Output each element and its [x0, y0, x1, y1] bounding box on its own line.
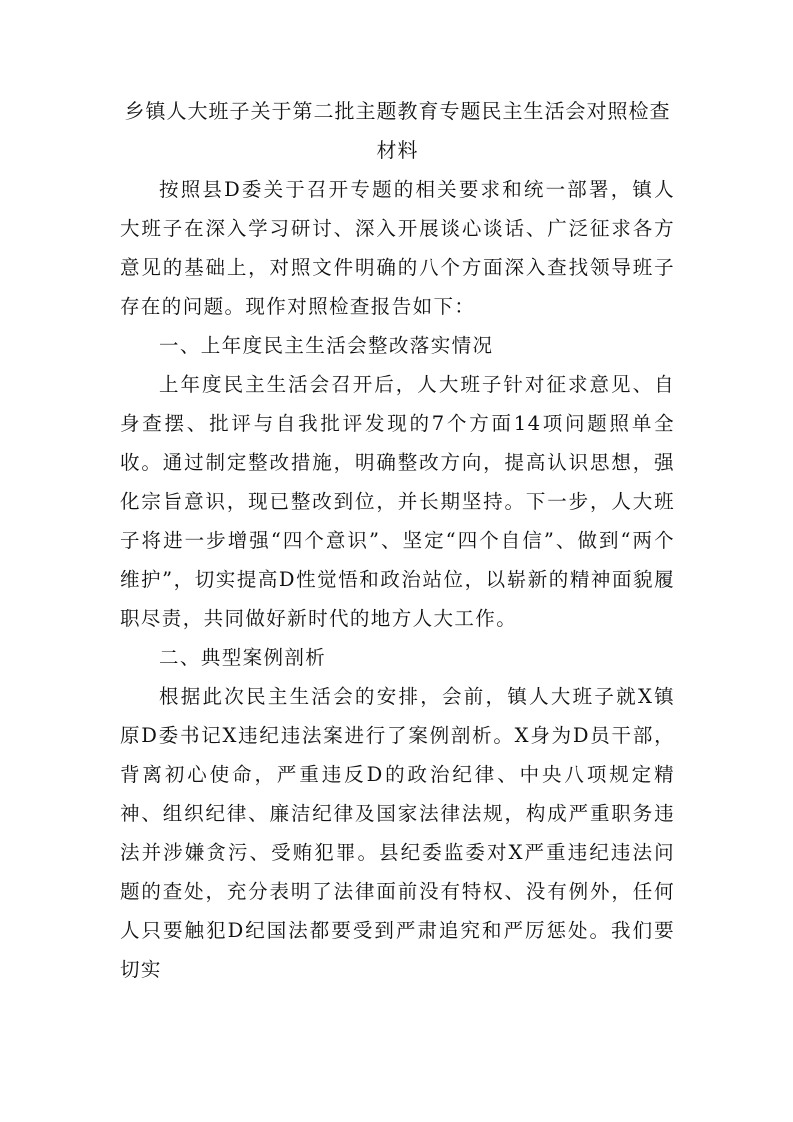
section-2-paragraph: 根据此次民主生活会的安排，会前，镇人大班子就X镇原D委书记X违纪违法案进行了案例剖析。X身为D员干部，背离初心使命，严重违反D的政治纪律、中央八项规定精神、组织纪律、廉洁纪律及国家法律法规，构成严重职务违法并涉嫌贪污、受贿犯罪。县纪委监委对X严重违纪违法问题的查处，充分表明了法律面前没有特权、没有例外，任何人只要触犯D纪国法都要受到严肃追究和严厉惩处。我们要切实 [120, 685, 675, 981]
section-1-heading: 一、上年度民主生活会整改落实情况 [159, 334, 494, 357]
intro-paragraph: 按照县D委关于召开专题的相关要求和统一部署，镇人大班子在深入学习研讨、深入开展谈心谈话、广泛征求各方意见的基础上，对照文件明确的八个方面深入查找领导班子存在的问题。现作对照检查报告如下： [120, 178, 675, 318]
section-1-paragraph: 上年度民主生活会召开后，人大班子针对征求意见、自身查摆、批评与自我批评发现的7个方面14项问题照单全收。通过制定整改措施，明确整改方向，提高认识思想，强化宗旨意识，现已整改到位，并长期坚持。下一步，人大班子将进一步增强“四个意识”、坚定“四个自信”、做到“两个维护”，切实提高D性觉悟和政治站位，以崭新的精神面貌履职尽责，共同做好新时代的地方人大工作。 [120, 373, 675, 630]
section-2-heading: 二、典型案例剖析 [159, 646, 327, 669]
document-body [120, 92, 675, 989]
document-title: 乡镇人大班子关于第二批主题教育专题民主生活会对照检查材料 [124, 99, 671, 162]
